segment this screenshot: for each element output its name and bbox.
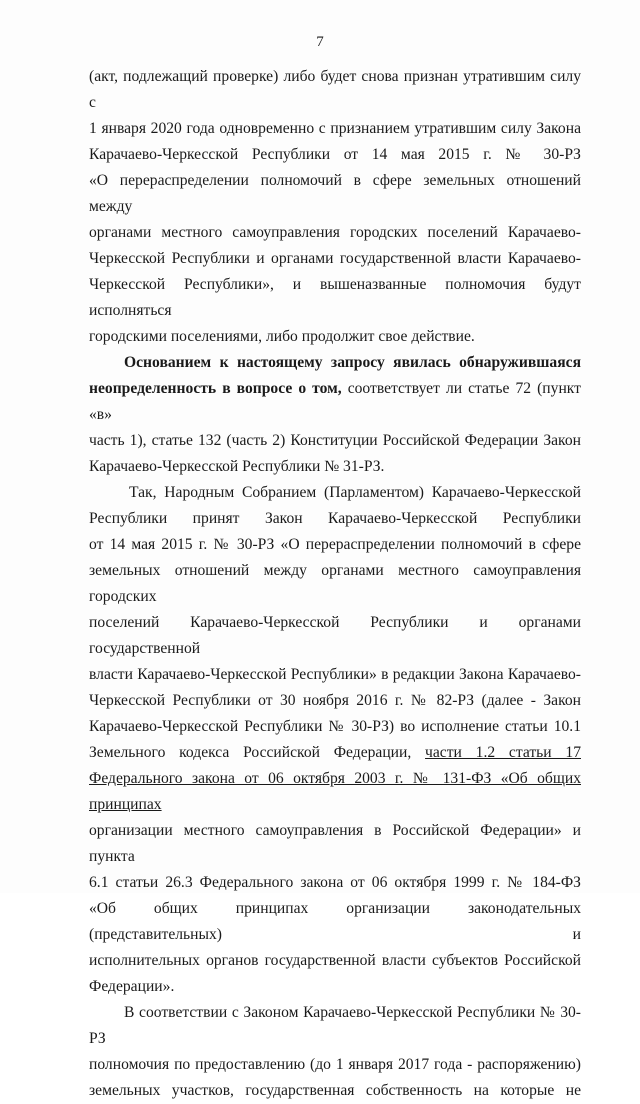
text-line: Черкесской Республики от 30 ноября 2016 г. № 82-РЗ (далее - Закон xyxy=(89,692,581,709)
paragraph-4 xyxy=(89,1000,581,1104)
text-line xyxy=(89,350,581,376)
text-run: Земельного кодекса Российской Федерации, xyxy=(89,744,426,761)
text-line: «Об общих принципах организации законодательных (представительных) и xyxy=(89,900,581,943)
text-line xyxy=(89,766,581,818)
text-line: 6.1 статьи 26.3 Федерального закона от 06 октября 1999 г. № 184-ФЗ xyxy=(89,874,581,891)
text-line xyxy=(89,740,581,766)
text-line: полномочия по предоставлению (до 1 января 2017 года - распоряжению) xyxy=(89,1056,581,1073)
text-line: «О перераспределении полномочий в сфере земельных отношений между xyxy=(89,172,581,215)
page-number: 7 xyxy=(316,34,324,50)
text-line: 1 января 2020 года одновременно с признанием утратившим силу Закона xyxy=(89,120,581,137)
paragraph-1 xyxy=(89,64,581,350)
text-line: Карачаево-Черкесской Республики № 30-РЗ) во исполнение статьи 10.1 xyxy=(89,718,581,735)
text-line xyxy=(89,376,581,428)
text-line: от 14 мая 2015 г. № 30-РЗ «О перераспределении полномочий в сфере xyxy=(89,536,581,553)
paragraph-3 xyxy=(89,480,581,1000)
text-line: Карачаево-Черкесской Республики от 14 мая 2015 г. № 30-РЗ xyxy=(89,146,581,163)
document-body xyxy=(89,64,581,1104)
text-line: земельных отношений между органами местного самоуправления городских xyxy=(89,562,581,605)
text-line: Черкесской Республики и органами государственной власти Карачаево- xyxy=(89,250,581,267)
text-line: организации местного самоуправления в Российской Федерации» и пункта xyxy=(89,822,581,865)
paragraph-2 xyxy=(89,350,581,480)
text-line: Карачаево-Черкесской Республики № 31-РЗ. xyxy=(89,458,385,475)
text-line: земельных участков, государственная собственность на которые не xyxy=(89,1082,581,1099)
text-line: поселений Карачаево-Черкесской Республики и органами государственной xyxy=(89,614,581,657)
text-line: городскими поселениями, либо продолжит свое действие. xyxy=(89,328,475,345)
bold-lead-text: Основанием к настоящему запросу явилась обнаружившаяся xyxy=(124,354,581,371)
text-line: Республики принят Закон Карачаево-Черкесской Республики xyxy=(89,510,581,527)
text-run: соответствует ли статье 72 (пункт «в» xyxy=(89,380,581,423)
text-line: власти Карачаево-Черкесской Республики» в редакции Закона Карачаево- xyxy=(89,666,581,683)
text-line: часть 1), статье 132 (часть 2) Конституции Российской Федерации Закон xyxy=(89,432,581,449)
text-line: Федерации». xyxy=(89,978,175,995)
text-line: Черкесской Республики», и вышеназванные полномочия будут исполняться xyxy=(89,276,581,319)
text-line: Так, Народным Собранием (Парламентом) Карачаево-Черкесской xyxy=(129,484,581,501)
text-line: органами местного самоуправления городских поселений Карачаево- xyxy=(89,224,581,241)
text-line: исполнительных органов государственной власти субъектов Российской xyxy=(89,952,581,969)
underlined-reference: Федерального закона от 06 октября 2003 г. № 131-ФЗ «Об общих принципах xyxy=(89,770,581,813)
bold-lead-text: неопределенность в вопросе о том, xyxy=(89,380,342,397)
text-line: В соответствии с Законом Карачаево-Черкесской Республики № 30-РЗ xyxy=(89,1004,581,1047)
text-line: (акт, подлежащий проверке) либо будет снова признан утратившим силу с xyxy=(89,68,581,111)
underlined-reference: части 1.2 статьи 17 xyxy=(425,744,581,761)
